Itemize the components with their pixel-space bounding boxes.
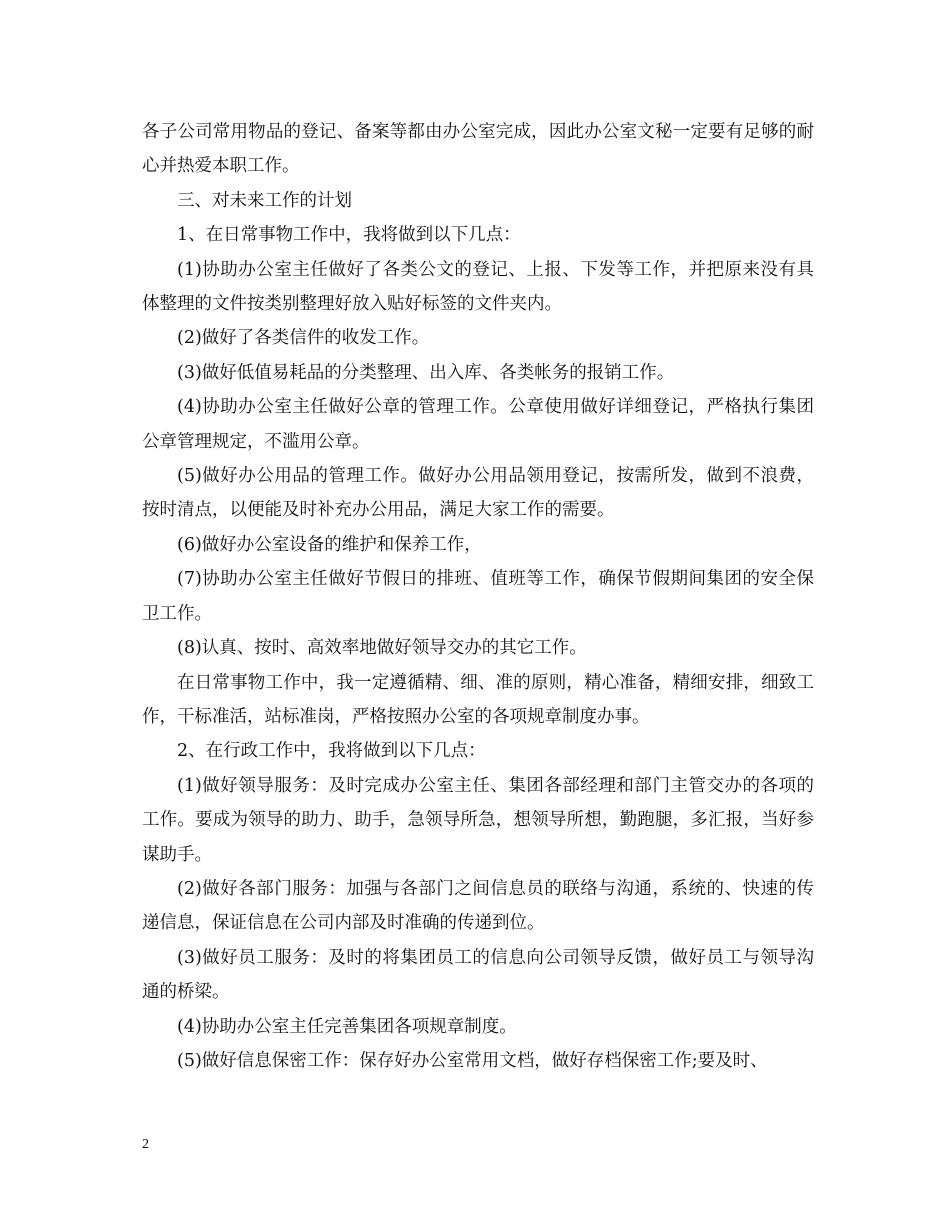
list-item: (8)认真、按时、高效率地做好领导交办的其它工作。 — [177, 638, 587, 659]
list-item: (6)做好办公室设备的维护和保养工作， — [177, 534, 482, 555]
list-item: (2)做好各部门服务：加强与各部门之间信息员的联络与沟通，系统的、快速的传递信息，保证信息在公司内部及时准确的传递到位。 — [142, 878, 814, 934]
list-item: (3)做好员工服务：及时的将集团员工的信息向公司领导反馈，做好员工与领导沟通的桥梁。 — [142, 947, 814, 1003]
list-item: (4)协助办公室主任做好公章的管理工作。公章使用做好详细登记，严格执行集团公章管理规定，不滥用公章。 — [142, 397, 814, 452]
page-number: 2 — [142, 1137, 149, 1152]
list-item: (1)协助办公室主任做好了各类公文的登记、上报、下发等工作，并把原来没有具体整理的文件按类别整理好放入贴好标签的文件夹内。 — [142, 259, 814, 315]
list-item: (2)做好了各类信件的收发工作。 — [177, 328, 430, 349]
subsection-heading-administrative-work: 2、在行政工作中，我将做到以下几点： — [177, 741, 486, 762]
paragraph: 在日常事物工作中，我一定遵循精、细、准的原则，精心准备，精细安排，细致工作，干标准活，站标准岗，严格按照办公室的各项规章制度办事。 — [142, 672, 814, 727]
paragraph: 各子公司常用物品的登记、备案等都由办公室完成，因此办公室文秘一定要有足够的耐心并热爱本职工作。 — [142, 122, 814, 177]
list-item: (7)协助办公室主任做好节假日的排班、值班等工作，确保节假期间集团的安全保卫工作。 — [142, 569, 814, 624]
section-heading-future-plans: 三、对未来工作的计划 — [177, 190, 352, 211]
document-body — [142, 115, 814, 1078]
list-item: (1)做好领导服务：及时完成办公室主任、集团各部经理和部门主管交办的各项的工作。要成为领导的助力、助手，急领导所急，想领导所想，勤跑腿，多汇报，当好参谋助手。 — [142, 775, 814, 865]
list-item: (5)做好办公用品的管理工作。做好办公用品领用登记，按需所发，做到不浪费，按时清点，以便能及时补充办公用品，满足大家工作的需要。 — [142, 466, 814, 521]
list-item: (5)做好信息保密工作：保存好办公室常用文档，做好存档保密工作;要及时、 — [177, 1050, 768, 1071]
list-item: (3)做好低值易耗品的分类整理、出入库、各类帐务的报销工作。 — [177, 362, 675, 383]
subsection-heading-daily-affairs: 1、在日常事物工作中，我将做到以下几点： — [177, 225, 521, 246]
list-item: (4)协助办公室主任完善集团各项规章制度。 — [177, 1016, 517, 1037]
